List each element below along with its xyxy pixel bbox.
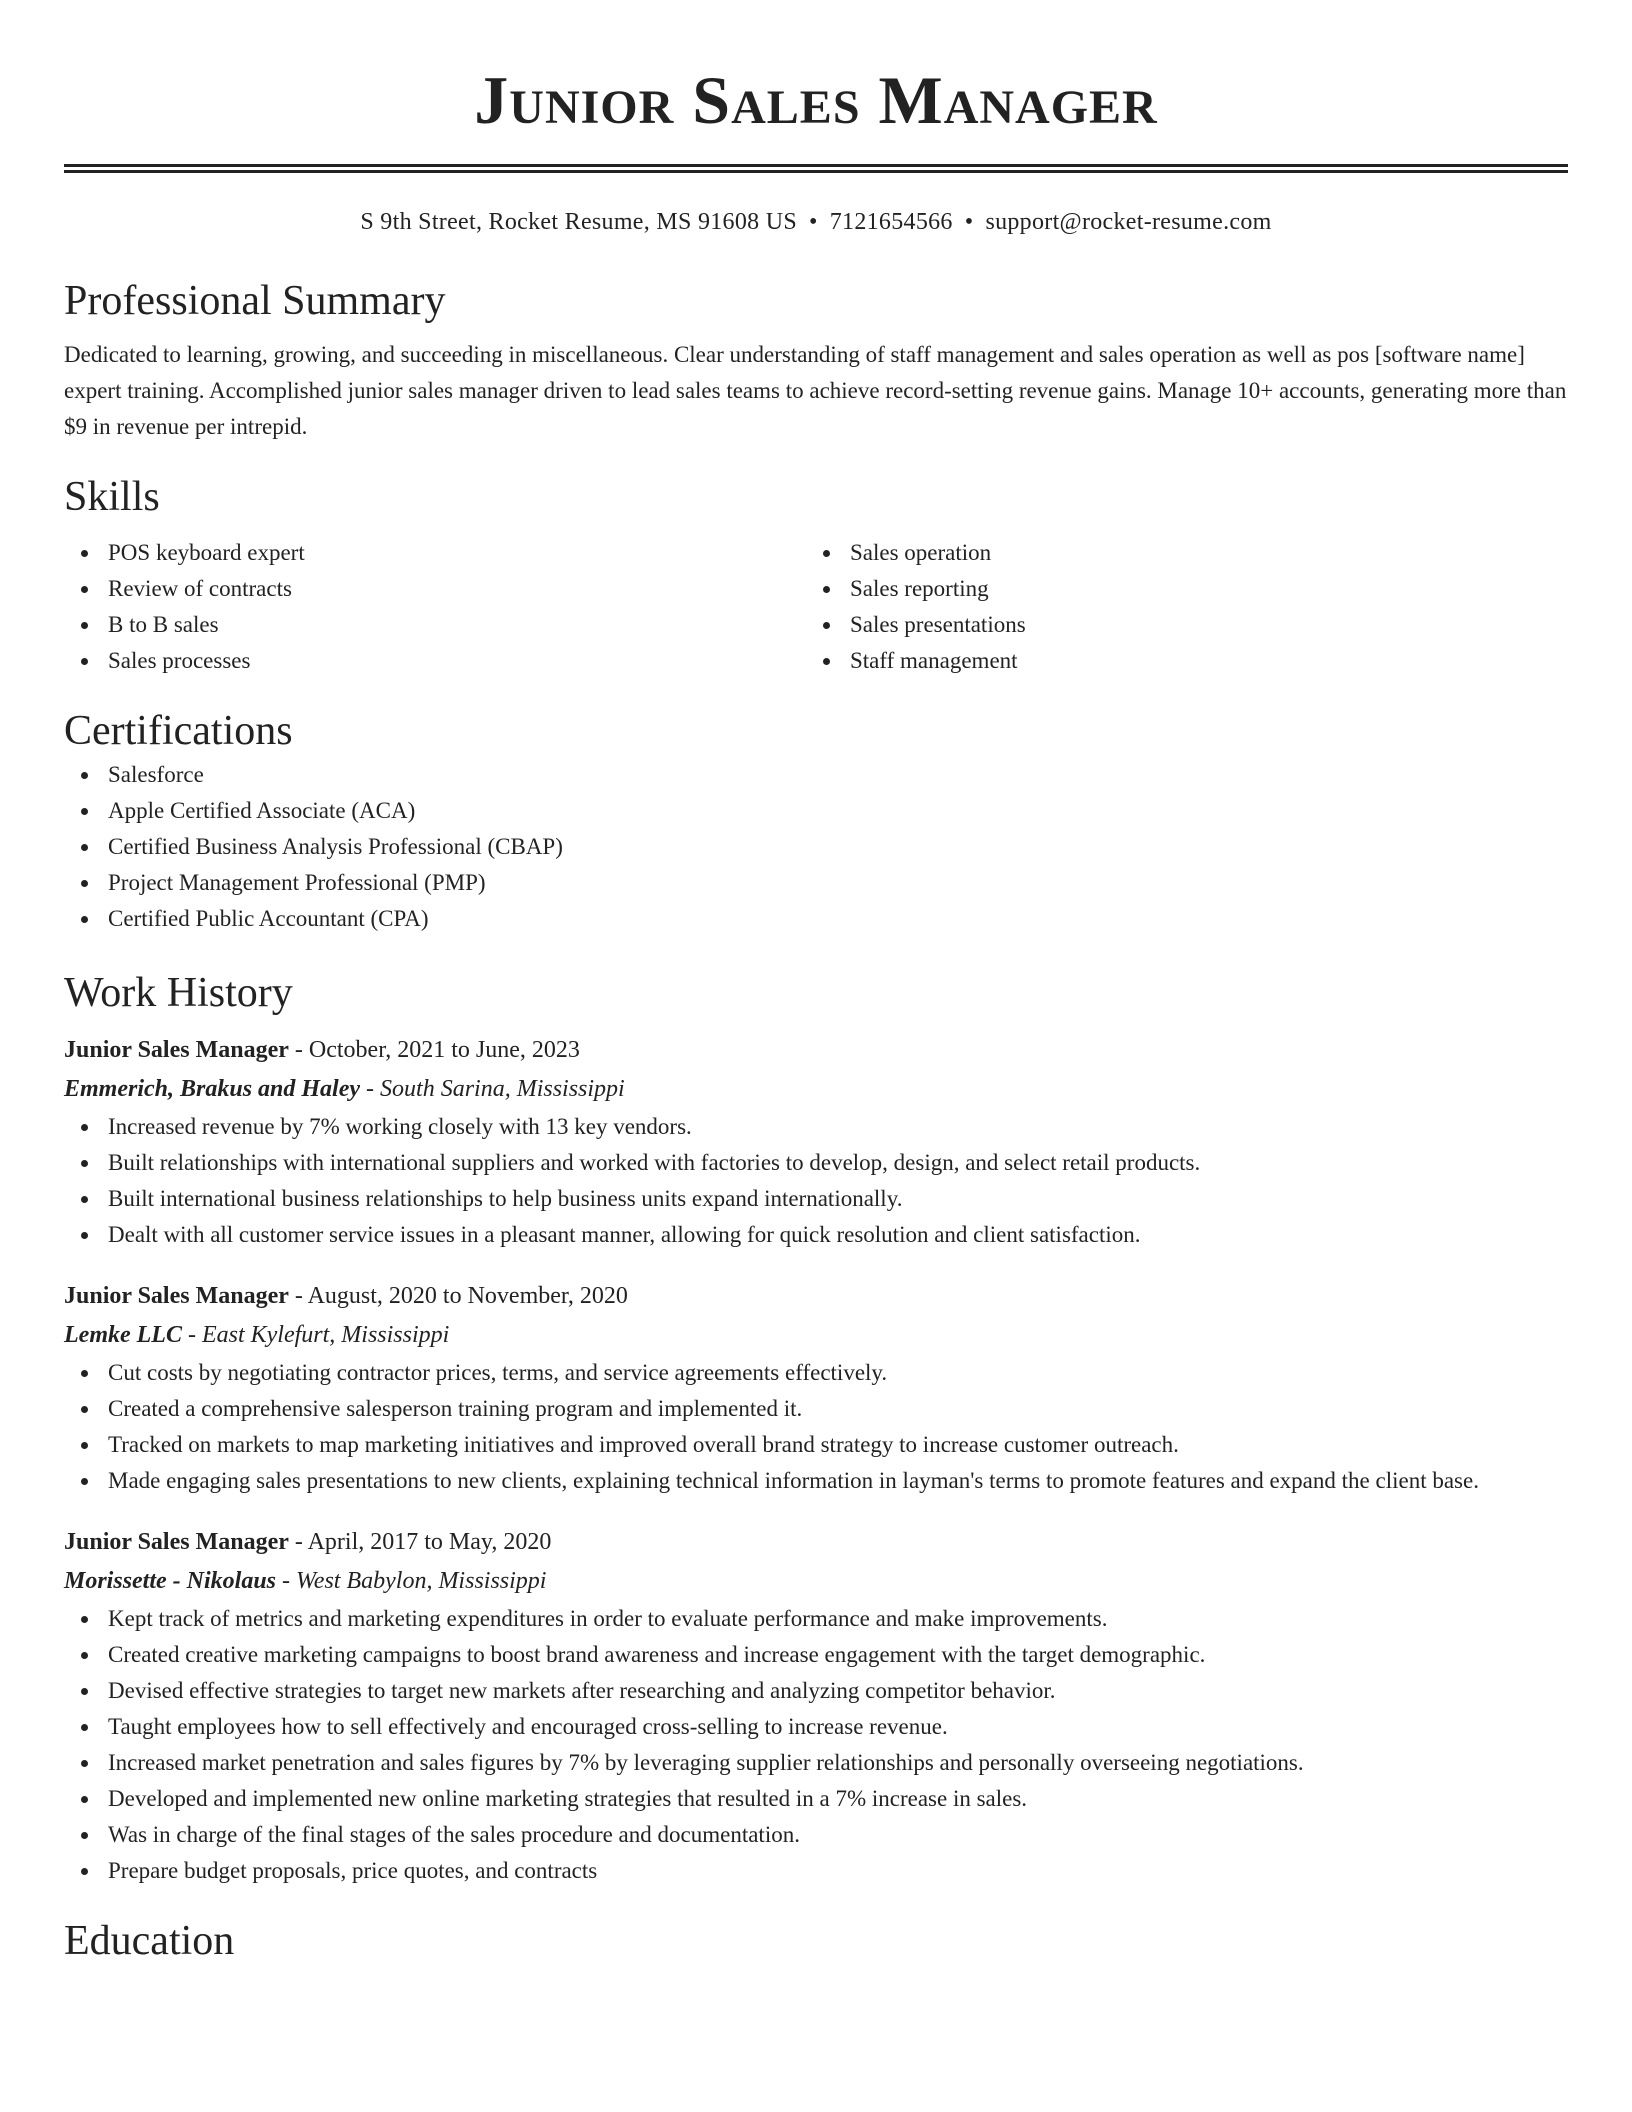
job-bullet-list [64, 1601, 1568, 1889]
skill-item: Review of contracts [64, 571, 806, 607]
job-location: - East Kylefurt, Mississippi [181, 1322, 450, 1348]
job-bullet: Developed and implemented new online marketing strategies that resulted in a 7% increase in sales. [64, 1781, 1568, 1817]
job-bullet-list [64, 1355, 1568, 1499]
job-entry [64, 1031, 1568, 1253]
skills-heading: Skills [64, 474, 160, 520]
title-double-rule [64, 164, 1568, 173]
job-bullet: Built relationships with international suppliers and worked with factories to develop, design, and select retail products. [64, 1145, 1568, 1181]
resume-page [64, 0, 1568, 1967]
job-company: Morissette - Nikolaus [64, 1568, 277, 1594]
job-title-line [64, 1277, 1568, 1315]
job-location: - South Sarina, Mississippi [360, 1076, 625, 1102]
certifications-heading: Certifications [64, 708, 293, 754]
job-company: Emmerich, Brakus and Haley [64, 1076, 361, 1102]
job-role: Junior Sales Manager [64, 1529, 289, 1555]
job-location: - West Babylon, Mississippi [276, 1568, 547, 1594]
contact-address: S 9th Street, Rocket Resume, MS 91608 US [360, 209, 798, 235]
skills-column-left [64, 535, 806, 679]
job-role: Junior Sales Manager [64, 1037, 289, 1063]
job-company-line [64, 1315, 1568, 1355]
job-bullet: Created a comprehensive salesperson training program and implemented it. [64, 1391, 1568, 1427]
certification-item: Project Management Professional (PMP) [64, 865, 1568, 901]
job-title-line [64, 1031, 1568, 1069]
job-bullet: Kept track of metrics and marketing expenditures in order to evaluate performance and make improvements. [64, 1601, 1568, 1637]
skill-item: Sales reporting [806, 571, 1548, 607]
certifications-list [64, 757, 1568, 937]
job-bullet-list [64, 1109, 1568, 1253]
summary-heading: Professional Summary [64, 278, 446, 324]
certification-item: Certified Public Accountant (CPA) [64, 901, 1568, 937]
contact-line [64, 207, 1568, 237]
job-title-line [64, 1523, 1568, 1561]
work-history-heading: Work History [64, 970, 293, 1016]
skill-item: Sales processes [64, 643, 806, 679]
skill-item: POS keyboard expert [64, 535, 806, 571]
job-bullet: Increased market penetration and sales figures by 7% by leveraging supplier relationships and personally overseeing negotiations. [64, 1745, 1568, 1781]
job-bullet: Was in charge of the final stages of the sales procedure and documentation. [64, 1817, 1568, 1853]
job-bullet: Taught employees how to sell effectively and encouraged cross-selling to increase revenue. [64, 1709, 1568, 1745]
certification-item: Certified Business Analysis Professional (CBAP) [64, 829, 1568, 865]
job-bullet: Tracked on markets to map marketing initiatives and improved overall brand strategy to increase customer outreach. [64, 1427, 1568, 1463]
contact-separator: • [964, 209, 974, 235]
resume-title: Junior Sales Manager [474, 62, 1158, 138]
job-role: Junior Sales Manager [64, 1283, 289, 1309]
job-dates: - October, 2021 to June, 2023 [288, 1037, 580, 1063]
job-bullet: Dealt with all customer service issues in a pleasant manner, allowing for quick resolution and client satisfaction. [64, 1217, 1568, 1253]
job-entry [64, 1523, 1568, 1889]
contact-separator: • [809, 209, 818, 235]
job-dates: - August, 2020 to November, 2020 [288, 1283, 628, 1309]
job-bullet: Devised effective strategies to target new markets after researching and analyzing competitor behavior. [64, 1673, 1568, 1709]
certification-item: Salesforce [64, 757, 1568, 793]
summary-text: Dedicated to learning, growing, and succeeding in miscellaneous. Clear understanding of staff management and sales operation as well as pos [software name] expert training. Accomplished junior sales manager driven to lead sales teams to achieve record-setting revenue gains. Manage 10+ accounts, generating more than $9 in revenue per intrepid. [64, 342, 1567, 439]
job-company: Lemke LLC [64, 1322, 182, 1348]
skills-grid [64, 535, 1568, 679]
contact-phone: 7121654566 [829, 209, 953, 235]
job-entry [64, 1277, 1568, 1499]
job-bullet: Increased revenue by 7% working closely with 13 key vendors. [64, 1109, 1568, 1145]
skill-item: Sales operation [806, 535, 1548, 571]
skill-item: Sales presentations [806, 607, 1548, 643]
skill-item: Staff management [806, 643, 1548, 679]
education-heading: Education [64, 1918, 235, 1964]
job-company-line [64, 1069, 1568, 1109]
job-bullet: Cut costs by negotiating contractor prices, terms, and service agreements effectively. [64, 1355, 1568, 1391]
job-company-line [64, 1561, 1568, 1601]
job-bullet: Prepare budget proposals, price quotes, and contracts [64, 1853, 1568, 1889]
job-bullet: Built international business relationships to help business units expand internationally. [64, 1181, 1568, 1217]
skills-column-right [806, 535, 1548, 679]
certification-item: Apple Certified Associate (ACA) [64, 793, 1568, 829]
job-bullet: Created creative marketing campaigns to boost brand awareness and increase engagement with the target demographic. [64, 1637, 1568, 1673]
contact-email: support@rocket-resume.com [985, 209, 1272, 235]
job-bullet: Made engaging sales presentations to new clients, explaining technical information in layman's terms to promote features and expand the client base. [64, 1463, 1568, 1499]
job-dates: - April, 2017 to May, 2020 [288, 1529, 552, 1555]
skill-item: B to B sales [64, 607, 806, 643]
